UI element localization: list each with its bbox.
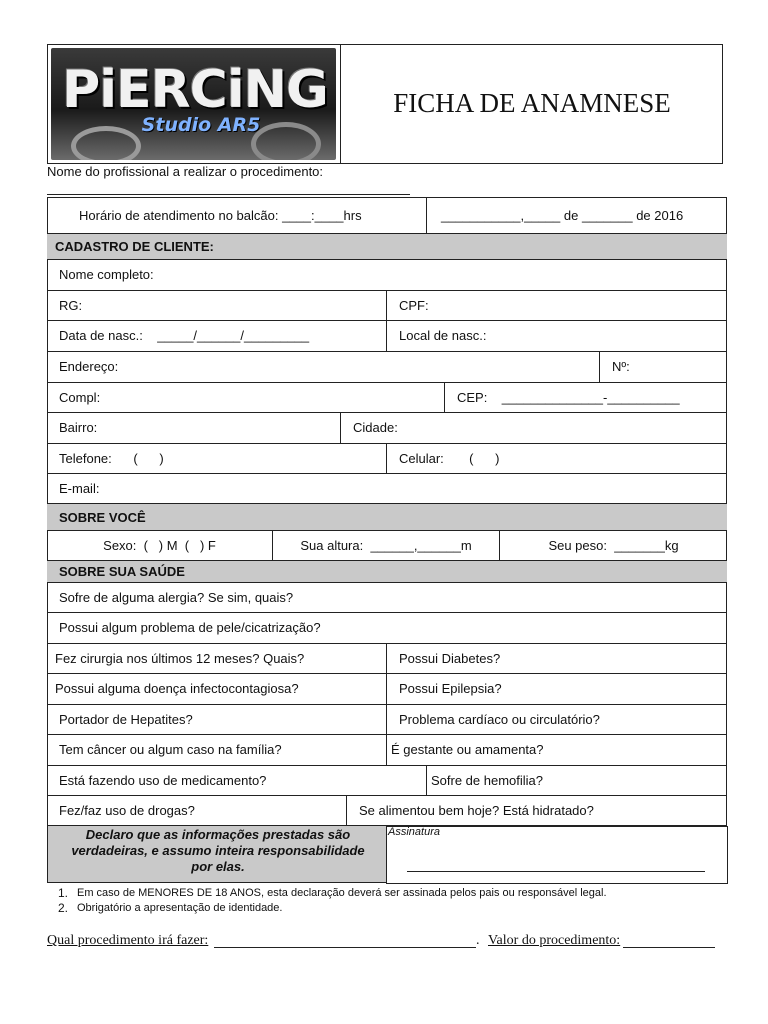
- declaration-text: Declaro que as informações prestadas são verdadeiras, e assumo inteira responsabilidade por elas.: [71, 827, 365, 874]
- field-endereco[interactable]: Endereço:: [59, 359, 119, 374]
- field-alergia[interactable]: Sofre de alguma alergia? Se sim, quais?: [59, 589, 294, 605]
- note-text: Em caso de MENORES DE 18 ANOS, esta declaração deverá ser assinada pelos pais ou responsável legal.: [77, 887, 607, 899]
- attendance-date[interactable]: ___________,_____ de _______ de 2016: [441, 208, 684, 223]
- field-diabetes[interactable]: Possui Diabetes?: [399, 650, 501, 666]
- field-infecto[interactable]: Possui alguma doença infectocontagiosa?: [55, 681, 299, 696]
- field-numero[interactable]: Nº:: [612, 359, 630, 374]
- field-cirurgia[interactable]: Fez cirurgia nos últimos 12 meses? Quais?: [55, 650, 305, 666]
- professional-label: Nome do profissional a realizar o procedimento:: [47, 164, 324, 179]
- value-label: Valor do procedimento:: [488, 933, 621, 948]
- section-about: SOBRE VOCÊ: [47, 504, 727, 530]
- signature-line[interactable]: [407, 871, 705, 872]
- field-cancer[interactable]: Tem câncer ou algum caso na família?: [59, 742, 282, 757]
- field-compl[interactable]: Compl:: [59, 389, 101, 405]
- logo-subtext: Studio AR5: [141, 114, 261, 136]
- value-line[interactable]: [623, 947, 715, 948]
- field-telefone[interactable]: Telefone: ( ): [59, 450, 164, 466]
- procedure-line[interactable]: [214, 947, 476, 948]
- field-epilepsia[interactable]: Possui Epilepsia?: [399, 681, 502, 696]
- procedure-dot: .: [476, 933, 480, 948]
- field-hepatites[interactable]: Portador de Hepatites?: [59, 711, 193, 727]
- section-health: SOBRE SUA SAÚDE: [47, 561, 727, 582]
- note-number: 1.: [58, 886, 69, 900]
- professional-line[interactable]: [47, 194, 410, 195]
- field-nome[interactable]: Nome completo:: [59, 267, 154, 282]
- field-sexo[interactable]: Sexo: ( ) M ( ) F: [103, 538, 216, 553]
- field-rg[interactable]: RG:: [59, 297, 83, 313]
- signature-label: Assinatura: [388, 826, 440, 838]
- field-alimentou[interactable]: Se alimentou bem hoje? Está hidratado?: [359, 803, 594, 818]
- logo-text: PiERCiNG: [62, 60, 328, 120]
- field-cidade[interactable]: Cidade:: [353, 420, 398, 435]
- field-celular[interactable]: Celular: ( ): [399, 450, 500, 466]
- attendance-time[interactable]: Horário de atendimento no balcão: ____:____hrs: [79, 208, 362, 223]
- field-local-nasc[interactable]: Local de nasc.:: [399, 328, 487, 343]
- field-cep[interactable]: CEP: ______________-__________: [457, 389, 680, 405]
- field-gestante[interactable]: É gestante ou amamenta?: [391, 742, 544, 757]
- note-text: Obrigatório a apresentação de identidade.: [77, 902, 283, 914]
- procedure-label: Qual procedimento irá fazer:: [47, 933, 209, 948]
- field-hemofilia[interactable]: Sofre de hemofilia?: [431, 772, 544, 788]
- field-drogas[interactable]: Fez/faz uso de drogas?: [59, 803, 195, 818]
- field-medicamento[interactable]: Está fazendo uso de medicamento?: [59, 772, 267, 788]
- note-number: 2.: [58, 901, 69, 915]
- field-nasc[interactable]: Data de nasc.: _____/______/_________: [59, 328, 310, 343]
- section-client: CADASTRO DE CLIENTE:: [47, 234, 727, 259]
- field-cpf[interactable]: CPF:: [399, 297, 429, 313]
- field-peso[interactable]: Seu peso: _______kg: [548, 538, 679, 553]
- page-title: FICHA DE ANAMNESE: [393, 88, 671, 118]
- field-bairro[interactable]: Bairro:: [59, 420, 98, 435]
- field-pele[interactable]: Possui algum problema de pele/cicatrização?: [59, 620, 321, 635]
- field-altura[interactable]: Sua altura: ______,______m: [300, 538, 472, 553]
- field-email[interactable]: E-mail:: [59, 481, 100, 496]
- field-cardiaco[interactable]: Problema cardíaco ou circulatório?: [399, 711, 600, 727]
- logo: [51, 48, 336, 160]
